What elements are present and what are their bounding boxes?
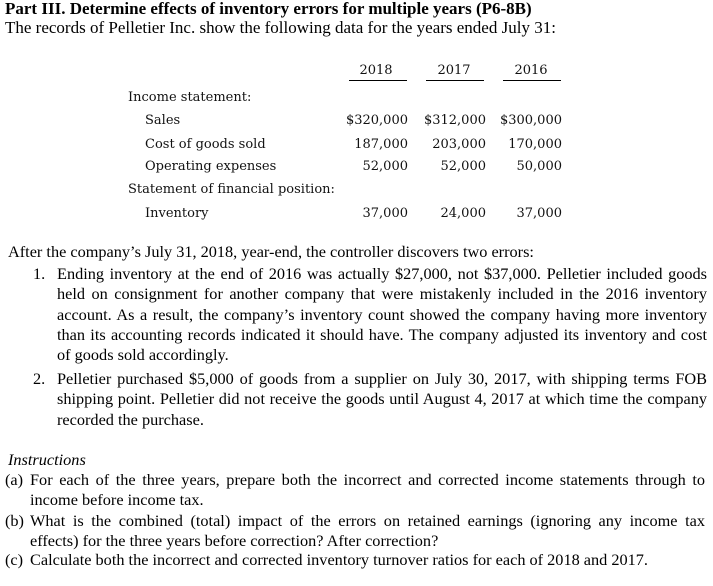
year-underline — [349, 80, 407, 81]
cell-inventory-2016: 37,000 — [516, 206, 562, 221]
year-header-2016: 2016 — [514, 63, 548, 78]
instruction-item-a — [5, 470, 705, 511]
instruction-text: Calculate both the incorrect and corrected inventory turnover ratios for each of 2018 and 2017. — [30, 550, 649, 569]
instruction-text: For each of the three years, prepare both the incorrect and corrected income statements through to income before income tax. — [30, 470, 705, 510]
row-label-opex: Operating expenses — [145, 159, 277, 174]
instruction-text: What is the combined (total) impact of the errors on retained earnings (ignoring any income tax effects) for the three years before correction? After correction? — [30, 511, 705, 551]
cell-sales-2017: $312,000 — [423, 113, 486, 128]
instruction-label: (a) — [5, 470, 24, 489]
cell-inventory-2018: 37,000 — [362, 206, 408, 221]
cell-cogs-2016: 170,000 — [508, 137, 562, 152]
instruction-item-c — [5, 550, 705, 570]
cell-opex-2017: 52,000 — [440, 159, 486, 174]
row-label-cogs: Cost of goods sold — [145, 137, 266, 152]
instruction-item-b — [5, 511, 705, 552]
year-header-2018: 2018 — [359, 63, 393, 78]
cell-opex-2016: 50,000 — [516, 159, 562, 174]
error-text-2: Pelletier purchased $5,000 of goods from a supplier on July 30, 2017, with shipping terms FOB shipping point. Pelletier did not receive the goods until August 4, 2017 at which time the company recorded the purchase. — [57, 369, 707, 429]
row-label-inventory: Inventory — [145, 206, 209, 221]
year-underline — [426, 80, 484, 81]
intro-paragraph: After the company’s July 31, 2018, year-end, the controller discovers two errors: — [8, 242, 534, 261]
instruction-label: (c) — [5, 550, 24, 569]
cell-sales-2016: $300,000 — [499, 113, 562, 128]
year-header-2017: 2017 — [437, 63, 471, 78]
cell-sales-2018: $320,000 — [345, 113, 408, 128]
section-income-statement: Income statement: — [128, 90, 252, 105]
cell-inventory-2017: 24,000 — [440, 206, 486, 221]
financial-data-table — [0, 60, 713, 230]
cell-cogs-2018: 187,000 — [354, 137, 408, 152]
cell-opex-2018: 52,000 — [362, 159, 408, 174]
page-subtitle: The records of Pelletier Inc. show the following data for the years ended July 31: — [5, 18, 556, 37]
year-underline — [503, 80, 561, 81]
error-number-2: 2. — [33, 369, 46, 388]
error-text-1: Ending inventory at the end of 2016 was actually $27,000, not $37,000. Pelletier included goods held on consignment for another company that were mistakenly included in the 2016 inventory account. As a result, the company’s inventory count showed the company having more inventory than its accounting records indicated it should have. The company adjusted its inventory and cost of goods sold accordingly. — [57, 264, 707, 365]
section-financial-position: Statement of financial position: — [128, 182, 335, 197]
error-number-1: 1. — [33, 264, 46, 283]
cell-cogs-2017: 203,000 — [432, 137, 486, 152]
row-label-sales: Sales — [145, 113, 181, 128]
page-title: Part III. Determine effects of inventory errors for multiple years (P6-8B) — [5, 0, 532, 18]
instruction-label: (b) — [5, 511, 24, 530]
instructions-heading: Instructions — [8, 450, 86, 469]
